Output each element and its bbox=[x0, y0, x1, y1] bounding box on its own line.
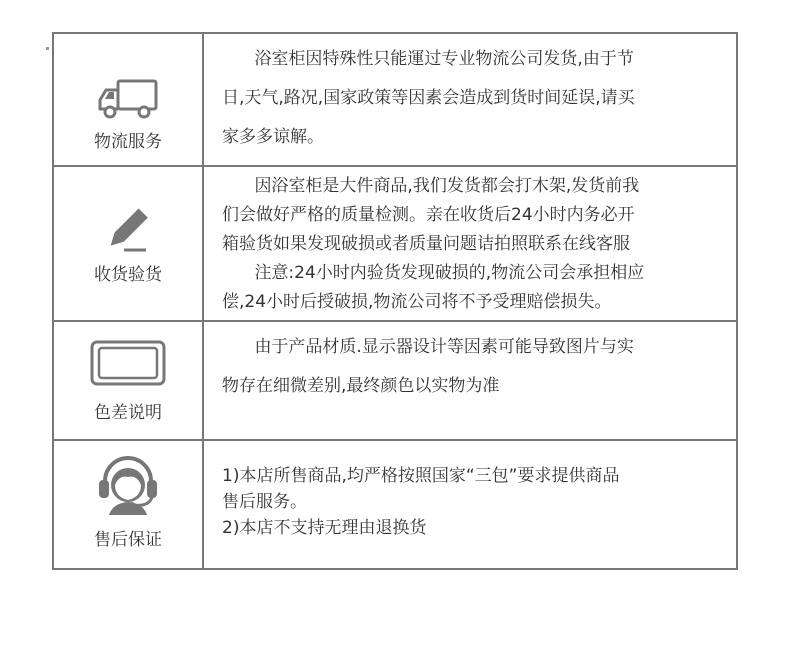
text-line: 们会做好严格的质量检测。亲在收货后24小时内务必开 bbox=[222, 205, 635, 225]
row-after-sales bbox=[54, 439, 736, 568]
headset-icon bbox=[54, 455, 202, 517]
pencil-icon bbox=[54, 205, 202, 253]
row-text bbox=[222, 40, 726, 157]
row-logistics bbox=[54, 34, 736, 165]
text-line: 家多多谅解。 bbox=[222, 127, 324, 147]
row-label: 物流服务 bbox=[94, 132, 162, 152]
text-line: 箱验货如果发现破损或者质量问题诘拍照联系在线客服 bbox=[222, 234, 630, 254]
monitor-icon bbox=[54, 340, 202, 386]
text-line: 售后服务。 bbox=[222, 492, 307, 512]
info-table bbox=[52, 32, 738, 570]
truck-icon bbox=[54, 78, 202, 122]
text-line: 偿,24小时后授破损,物流公司将不予受理赔偿损失。 bbox=[222, 292, 612, 312]
row-header bbox=[54, 441, 204, 568]
row-header bbox=[54, 34, 204, 165]
text-line: 物存在细微差别,最终颜色以实物为准 bbox=[222, 376, 500, 396]
text-line: 由于产品材质.显示器设计等因素可能导致图片与实 bbox=[222, 337, 634, 357]
text-line: 注意:24小时内验货发现破损的,物流公司会承担相应 bbox=[222, 263, 645, 283]
row-header bbox=[54, 322, 204, 439]
text-line: 1)本店所售商品,均严格按照国家“三包”要求提供商品 bbox=[222, 466, 620, 486]
row-label: 售后保证 bbox=[94, 530, 162, 550]
row-text bbox=[222, 172, 726, 317]
edge-mark bbox=[46, 47, 49, 50]
text-line: 日,天气,路况,国家政策等因素会造成到货时间延误,请买 bbox=[222, 88, 635, 108]
row-label: 收货验货 bbox=[94, 265, 162, 285]
row-text bbox=[222, 328, 726, 406]
row-inspection bbox=[54, 165, 736, 320]
row-text bbox=[222, 463, 726, 541]
text-line: 2)本店不支持无理由退换货 bbox=[222, 518, 427, 538]
row-label: 色差说明 bbox=[94, 403, 162, 423]
text-line: 因浴室柜是大件商品,我们发货都会打木架,发货前我 bbox=[222, 176, 640, 196]
row-header bbox=[54, 167, 204, 320]
text-line: 浴室柜因特殊性只能運过专业物流公司发货,由于节 bbox=[222, 49, 634, 69]
row-color-difference bbox=[54, 320, 736, 439]
